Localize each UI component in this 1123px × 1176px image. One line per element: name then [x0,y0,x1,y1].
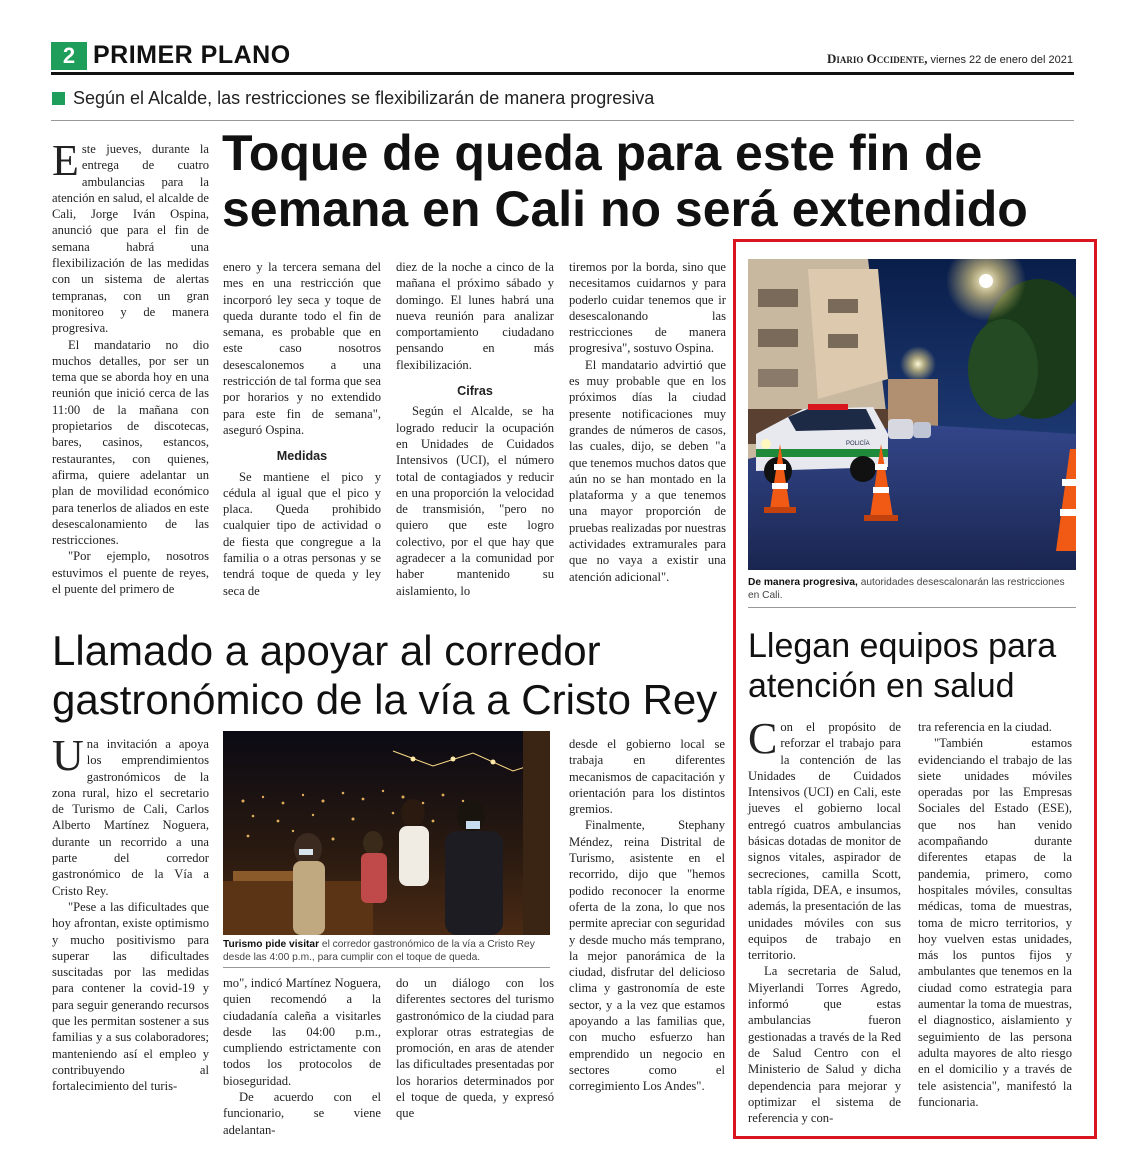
kicker-square [52,92,65,105]
lead-col1-p3: "Por ejemplo, nosotros estuvimos el puente de reyes, el puente del primero de [52,549,209,597]
lead-column-1 [52,136,209,597]
cristo-rey-caption-bold: Turismo pide visitar [223,939,320,950]
sidebar-headline-line1: Llegan equipos para [748,627,1057,665]
header-rule [51,72,1074,75]
masthead-line [827,51,1073,67]
sidebar-drop-cap: C [748,714,778,763]
second-headline-line1: Llamado a apoyar al corredor [52,627,601,674]
sidebar-headline [748,626,1056,706]
lead-col4-p1: tiremos por la borda, sino que necesitamos cuidarnos y para poderlo cuidar tenemos que ir desescalonando las restricciones de manera progresiva", sostuvo Ospina. [569,260,726,356]
sidebar-col2-p2: "También estamos evidenciando el trabajo de las siete unidades móviles operadas por las Empresas Sociales del Estado (ESE), que nos han venido acompañando durante diferentes etapas de la pandemia, primero, como hospitales móviles, consultas médicas, toma de muestras, toma de micro territorios, y hoy vuelven estas unidades, más los puntos fijos y ambulantes que tenemos en la ciudad como estrategia para aumentar la toma de muestras, el diagnostico, aislamiento y seguimiento de las persona adulta mayores de alto riesgo en el domicilio y a través de tele asistencia", manifestó la funcionaria. [918,736,1072,1109]
second-col4-p2: Finalmente, Stephany Méndez, reina Distrital de Turismo, asistente en el recorrido, dijo que "hemos podido reconocer la enorme oferta de la zona, lo que nos permite apreciar con seguridad y desde mucho más temprano, la mejor panorámica de la ciudad, disfrutar del delicioso clima y gastronomía de este sector, y a la vez que estamos apoyando a las familias que, con mucho esfuerzo han emprendido un negocio en sectores como el corregimiento Los Andes". [569,818,725,1094]
lead-col3-p2: Según el Alcalde, se ha logrado reducir la ocupación en Unidades de Cuidados Intensivos (UCI), el número total de contagiados y reducir en una proporción la velocidad de transmisión, "pero no quiero que este logro colectivo, por el que hay que agradecer a la comunidad por haber mantenido su aislamiento, lo [396,404,554,598]
lead-headline-line2: semana en Cali no será extendido [222,181,1028,237]
second-column-4 [569,736,725,1095]
second-col2-p2: De acuerdo con el funcionario, se viene adelantan- [223,1090,381,1137]
sidebar-col1-p2: La secretaria de Salud, Miyerlandi Torres Agredo, informó que estas ambulancias fueron gestionadas a través de la Red de Salud Centro con el Ministerio de Salud y dicha dependencia para mejorar y optimizar el sistema de referencia y con- [748,964,901,1126]
lead-col1-p2: El mandatario no dio muchos detalles, por ser un tema que se aborda hoy en una reunión que inició cerca de las 11:00 de la mañana con propietarios de discotecas, bares, casinos, estancos, restaurantes, con quienes, afirma, quiere adelantar un plan de movilidad económico para tenerlos de aliados en este desescalonamiento de las restricciones. [52,337,209,548]
second-drop-cap: U [52,731,84,780]
lead-col2-p1: enero y la tercera semana del mes en una restricción que incorporó ley seca y toque de queda durante todo el fin de semana, es probable que en este caso nosotros desescalonemos a una restricción de tal forma que sea por horarios y no extendido para este fin de semana", aseguró Ospina. [223,260,381,437]
second-column-3 [396,975,554,1122]
paper-name: Diario Occidente, [826,51,928,66]
second-column-2 [223,975,381,1138]
cristo-rey-photo [223,731,550,935]
second-headline-line2: gastronómico de la vía a Cristo Rey [52,676,718,723]
police-street-photo [748,259,1076,570]
lead-col3-p1: diez de la noche a cinco de la mañana el próximo sábado y domingo. El lunes habrá una nueva reunión para analizar comportamiento ciudadano pensando en más flexibilización. [396,260,554,372]
lead-headline-line1: Toque de queda para este fin de [222,125,983,181]
sidebar-col2-p1: tra referencia en la ciudad. [918,720,1052,734]
police-street-photo-art [748,259,1076,570]
lead-column-2 [223,259,381,599]
lead-kicker: Según el Alcalde, las restricciones se flexibilizarán de manera progresiva [73,88,655,108]
lead-col2-p2: Se mantiene el pico y cédula al igual que el pico y placa. Queda prohibido cualquier tipo de actividad o de fiesta que congregue a la familia o a otras personas y se tendrá toque de queda y ley seca de [223,469,381,598]
lead-headline [222,125,1028,237]
lead-column-4 [569,259,726,585]
police-photo-caption [748,576,1076,602]
issue-date: viernes 22 de enero del 2021 [930,54,1073,66]
lead-drop-cap: E [52,136,79,185]
second-column-1 [52,731,209,1095]
lead-col4-p2: El mandatario advirtió que es muy probable que en los próximos días la ciudad presente notificaciones muy grandes de números de casos, las cuales, dijo, se deben "a que tenemos muchos datos que aún no se han montado en la plataforma y a que tenemos una mayor proporción de pruebas realizadas por nuestras actividades extramurales para que no vaya a existir una atención adicional". [569,357,727,584]
sidebar-column-1 [748,714,901,1126]
second-col3-p1: do un diálogo con los diferentes sectores del turismo gastronómico de la ciudad para explorar otras estrategias de promoción, en aras de atender las dificultades presentadas por los horarios determinados por el toque de queda, y expresó que [396,976,554,1121]
lead-subhead-cifras: Cifras [457,384,493,399]
second-col2-p1: mo", indicó Martínez Noguera, quien recomendó a la ciudadanía caleña a visitarles desde las 04:00 p.m., cumpliendo estrictamente con todos los protocolos de bioseguridad. [223,976,381,1088]
cristo-rey-photo-art [223,731,550,935]
sidebar-caption-rule [748,607,1076,608]
sidebar-headline-line2: atención en salud [748,667,1015,705]
cristo-rey-caption-text: el corredor gastronómico de la vía a Cristo Rey desde las 4:00 p.m., para cumplir con el toque de queda. [223,939,535,963]
police-photo-caption-bold: De manera progresiva, [748,577,858,588]
page-number-badge: 2 [51,42,87,70]
kicker-rule [51,120,1074,121]
lead-column-3 [396,259,554,599]
second-col4-p1: desde el gobierno local se trabaja en diferentes mecanismos de capacitación y orientación para los distintos gremios. [569,737,725,817]
cristo-rey-caption [223,938,553,964]
second-col1-first: na invitación a apoya los emprendimientos gastronómicos de la zona rural, hizo el secretario de Turismo de Cali, Carlos Alberto Martínez Noguera, durante un recorrido a una parte del corredor gastronómico de la Vía a Cristo Rey. [52,737,209,898]
section-title: PRIMER PLANO [93,41,291,69]
second-caption-rule [223,967,550,968]
sidebar-col1-first: on el propósito de reforzar el trabajo para la contención de las Unidades de Cuidados Intensivos (UCI) en Cali, este jueves el gobierno local entregó cuatros ambulancias básicas dotadas de monitor de signos vitales, aspirador de secreciones, camilla Scott, tabla rígida, DEA, e insumos, además, la presentación de las unidades móviles con sus equipos de trabajo en territorio. [748,720,901,963]
sidebar-column-2 [918,719,1072,1110]
second-headline [52,626,717,724]
police-truck-label: POLICÍA [846,441,870,447]
lead-subhead-medidas: Medidas [276,449,328,464]
police-photo-caption-text: autoridades desescalonarán las restricciones en Cali. [748,577,1065,601]
lead-col1-first: ste jueves, durante la entrega de cuatro ambulancias para la atención en salud, el alcalde de Cali, Jorge Iván Ospina, anunció que para el fin de semana habrá una flexibilización de las medidas con un sistema de alertas tempranas, con un gran monitoreo y de manera progresiva. [52,142,209,336]
second-col1-p2: "Pese a las dificultades que hoy afrontan, existe optimismo y mucho positivismo para superar las dificultades suscitadas por las medidas para contener la covid-19 y para seguir generando recursos que les permitan sostener a sus familias y a sus colaboradores; manteniendo así el empleo y contribuyendo al fortalecimiento del turis- [52,899,209,1094]
